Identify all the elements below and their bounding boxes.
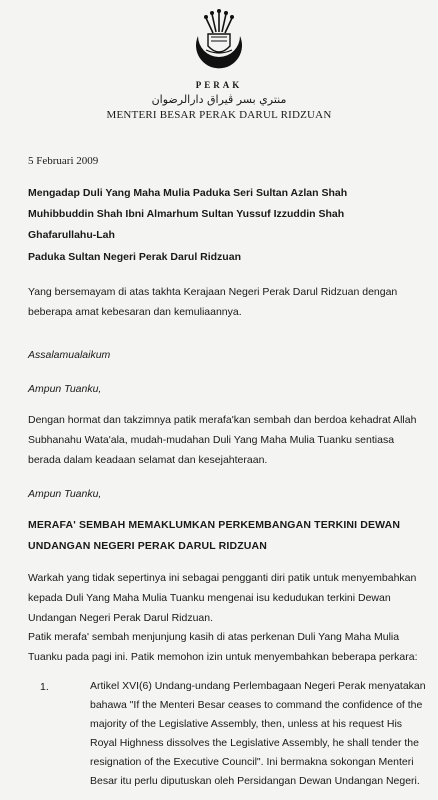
perak-crest-emblem: [188, 6, 250, 78]
list-item-number: 1.: [40, 681, 49, 693]
subject-heading: MERAFA' SEMBAH MEMAKLUMKAN PERKEMBANGAN TERKINI DEWAN UNDANGAN NEGERI PERAK DARUL RIDZUAN: [28, 519, 401, 552]
letter-date: 5 Februari 2009: [28, 155, 99, 167]
addressee-line-4: Paduka Sultan Negeri Perak Darul Ridzuan: [28, 251, 241, 263]
jawi-office-title: منتري بسر ڤيراق دارالرضوان: [151, 93, 287, 106]
salutation-2: Ampun Tuanku,: [28, 488, 102, 500]
paragraph-1: Dengan hormat dan takzimnya patik merafa'kan sembah dan berdoa kehadrat Allah Subhanahu Wata'ala, mudah-mudahan Duli Yang Maha Mulia Tuanku sentiasa berada dalam keadaan selamat dan kesejahteraan.: [28, 414, 417, 466]
greeting: Assalamualaikum: [28, 349, 111, 361]
addressee-line-1: Mengadap Duli Yang Maha Mulia Paduka Seri Sultan Azlan Shah: [28, 187, 348, 199]
paragraph-3: Patik merafa' sembah menjunjung kasih di atas perkenan Duli Yang Maha Mulia Tuanku pada pagi ini. Patik memohon izin untuk menyembahkan beberapa perkara:: [28, 631, 418, 663]
paragraph-2: Warkah yang tidak sepertinya ini sebagai pengganti diri patik untuk menyembahkan kepada Duli Yang Maha Mulia Tuanku mengenai isu kedudukan terkini Dewan Undangan Negeri Perak Darul Ridzuan.: [28, 572, 417, 624]
office-title: MENTERI BESAR PERAK DARUL RIDZUAN: [106, 109, 332, 121]
list-item-text: Artikel XVI(6) Undang-undang Perlembagaan Negeri Perak menyatakan bahawa "If the Menteri Besar ceases to command the confidence of the majority of the Legislative Assembly, then, unless at his request His Royal Highness dissolves the Legislative Assembly, he shall tender the resignation of the Executive Council". Ini bermakna sokongan Menteri Besar itu perlu diputuskan oleh Persidangan Dewan Undangan Negeri.: [90, 680, 426, 787]
salutation-1: Ampun Tuanku,: [28, 383, 102, 395]
addressee-line-2: Muhibbuddin Shah Ibni Almarhum Sultan Yussuf Izzuddin Shah: [28, 208, 345, 220]
intro-paragraph: Yang bersemayam di atas takhta Kerajaan Negeri Perak Darul Ridzuan dengan beberapa amat kebesaran dan kemuliaannya.: [28, 286, 398, 318]
crest-label: PERAK: [195, 80, 243, 90]
addressee-line-3: Ghafarullahu-Lah: [28, 229, 115, 241]
